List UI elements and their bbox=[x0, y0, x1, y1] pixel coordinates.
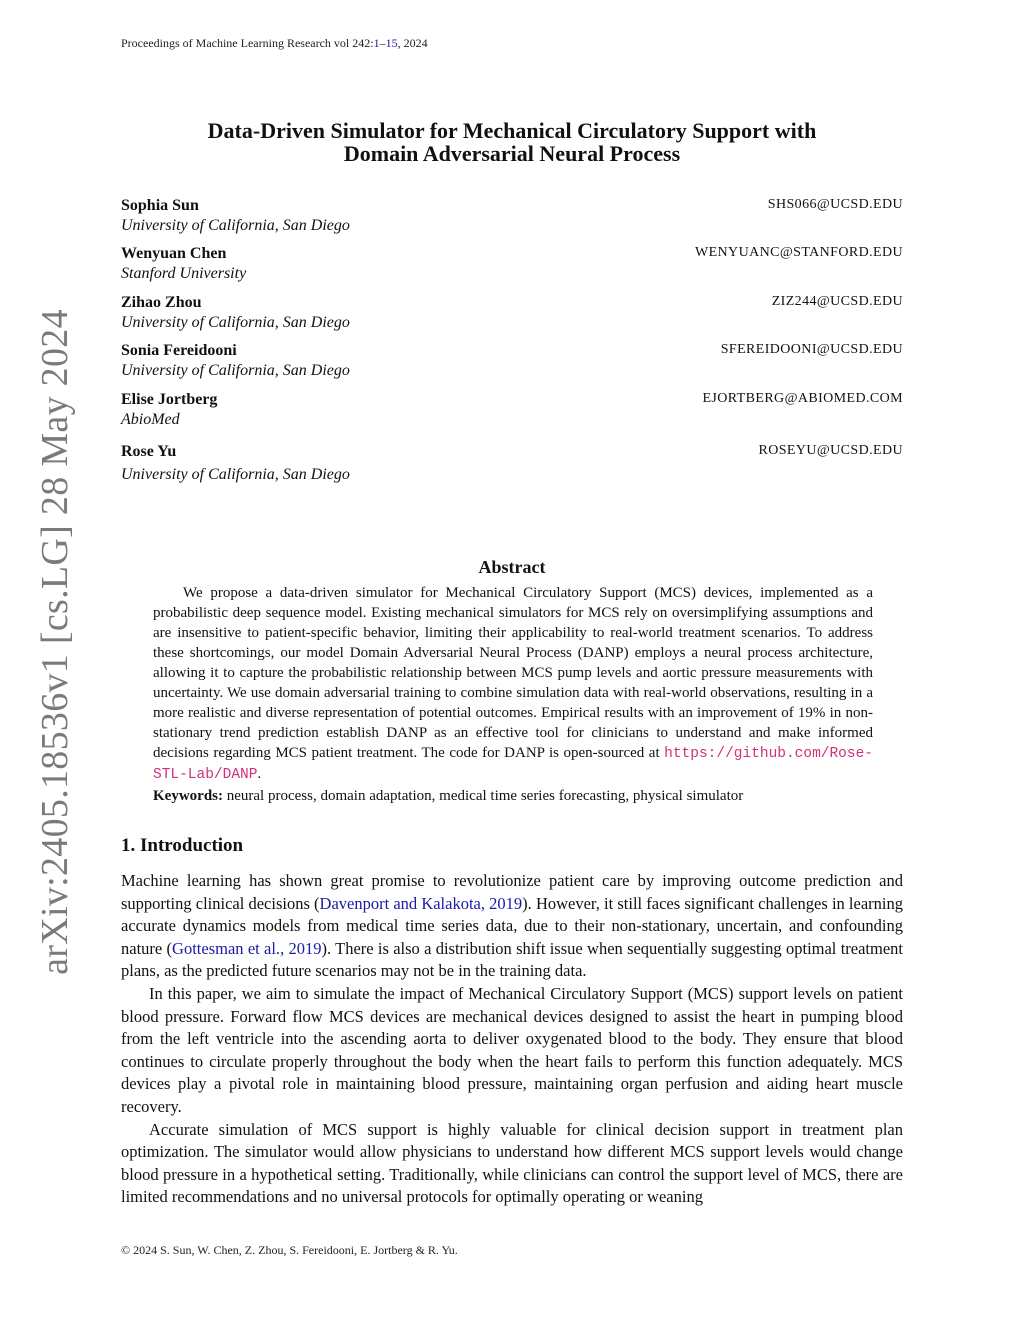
introduction-heading: 1. Introduction bbox=[121, 835, 244, 856]
title-line-1: Data-Driven Simulator for Mechanical Circulatory Support with bbox=[207, 118, 817, 143]
introduction-body bbox=[121, 870, 903, 1209]
citation-gottesman[interactable]: Gottesman et al., 2019 bbox=[172, 938, 322, 958]
intro-paragraph-2: In this paper, we aim to simulate the impact of Mechanical Circulatory Support (MCS) support levels on patient blood pressure. Forward flow MCS devices are mechanical devices designed to assist the heart in pumping blood from the left ventricle into the ascending aorta to deliver oxygenated blood to the body. They ensure that blood continues to circulate properly throughout the body when the heart fails to perform this function adequately. MCS devices play a pivotal role in maintaining blood pressure, maintaining organ perfusion and aiding heart muscle recovery. bbox=[121, 983, 903, 1116]
author-name: Sonia Fereidooni bbox=[121, 342, 237, 359]
author-block bbox=[121, 293, 903, 333]
author-affiliation: University of California, San Diego bbox=[121, 314, 350, 331]
author-name: Wenyuan Chen bbox=[121, 245, 227, 262]
citation-davenport-kalakota[interactable]: Davenport and Kalakota, 2019 bbox=[319, 893, 523, 913]
author-name: Rose Yu bbox=[121, 443, 177, 460]
keywords-list: neural process, domain adaptation, medical time series forecasting, physical simulator bbox=[226, 788, 744, 804]
author-email: SHS066@UCSD.EDU bbox=[767, 197, 903, 212]
author-email: ZIZ244@UCSD.EDU bbox=[771, 294, 903, 309]
author-block bbox=[121, 341, 903, 381]
author-name: Sophia Sun bbox=[121, 197, 199, 214]
abstract-heading: Abstract bbox=[478, 557, 546, 577]
author-affiliation: University of California, San Diego bbox=[121, 362, 350, 379]
author-block bbox=[121, 196, 903, 236]
author-email: EJORTBERG@ABIOMED.COM bbox=[702, 391, 903, 406]
keywords bbox=[153, 786, 873, 806]
page-end-link[interactable]: 15 bbox=[385, 36, 398, 50]
author-block bbox=[121, 442, 903, 485]
arxiv-identifier-stamp: arXiv:2405.18536v1 [cs.LG] 28 May 2024 bbox=[34, 309, 76, 975]
author-email: SFEREIDOONI@UCSD.EDU bbox=[720, 342, 903, 357]
copyright-footer: © 2024 S. Sun, W. Chen, Z. Zhou, S. Fereidooni, E. Jortberg & R. Yu. bbox=[121, 1243, 458, 1257]
paper-title bbox=[121, 119, 903, 165]
author-name: Elise Jortberg bbox=[121, 391, 218, 408]
intro-paragraph-1: Machine learning has shown great promise to revolutionize patient care by improving outcome prediction and supporting clinical decisions (Davenport and Kalakota, 2019). However, it still faces significant challenges in learning accurate dynamics models from medical time series data, due to their non-stationary, uncertain, and confounding nature (Gottesman et al., 2019). There is also a distribution shift issue when sequentially suggesting optimal treatment plans, as the predicted future scenarios may not be in the training data. bbox=[121, 871, 903, 981]
page-start-link[interactable]: 1 bbox=[373, 36, 380, 50]
author-email: ROSEYU@UCSD.EDU bbox=[758, 443, 903, 458]
title-line-2: Domain Adversarial Neural Process bbox=[343, 141, 681, 166]
author-name: Zihao Zhou bbox=[121, 294, 202, 311]
author-block bbox=[121, 390, 903, 430]
author-email: WENYUANC@STANFORD.EDU bbox=[694, 245, 903, 260]
running-header: Proceedings of Machine Learning Research vol 242:1–15, 2024 bbox=[121, 36, 428, 50]
keywords-label: Keywords: bbox=[153, 788, 223, 804]
code-repository-link[interactable]: https://github.com/Rose-STL-Lab/DANP bbox=[153, 746, 873, 783]
abstract-text: We propose a data-driven simulator for Mechanical Circulatory Support (MCS) devices, implemented as a probabilistic deep sequence model. Existing mechanical simulators for MCS rely on oversimplifying assumptions and are insensitive to patient-specific behavior, limiting their applicability to real-world treatment scenarios. To address these shortcomings, our model Domain Adversarial Neural Process (DANP) employs a neural process architecture, allowing it to capture the probabilistic relationship between MCS pump levels and aortic pressure measurements with uncertainty. We use domain adversarial training to combine simulation data with real-world observations, resulting in a more realistic and diverse representation of potential outcomes. Empirical results with an improvement of 19% in non-stationary trend prediction establish DANP as an effective tool for clinicians to understand and make informed decisions regarding MCS patient treatment. The code for DANP is open-sourced at https://github.com/Rose-STL-Lab/DANP. bbox=[153, 585, 873, 783]
author-block bbox=[121, 244, 903, 284]
intro-paragraph-3: Accurate simulation of MCS support is highly valuable for clinical decision support in treatment plan optimization. The simulator would allow physicians to understand how different MCS support levels would change blood pressure in a hypothetical setting. Traditionally, while clinicians can control the support level of MCS, there are limited recommendations and no universal protocols for optimally operating or weaning bbox=[121, 1119, 903, 1207]
author-affiliation: Stanford University bbox=[121, 265, 247, 282]
author-affiliation: University of California, San Diego bbox=[121, 217, 350, 234]
author-affiliation: AbioMed bbox=[121, 411, 180, 428]
author-affiliation: University of California, San Diego bbox=[121, 466, 350, 483]
